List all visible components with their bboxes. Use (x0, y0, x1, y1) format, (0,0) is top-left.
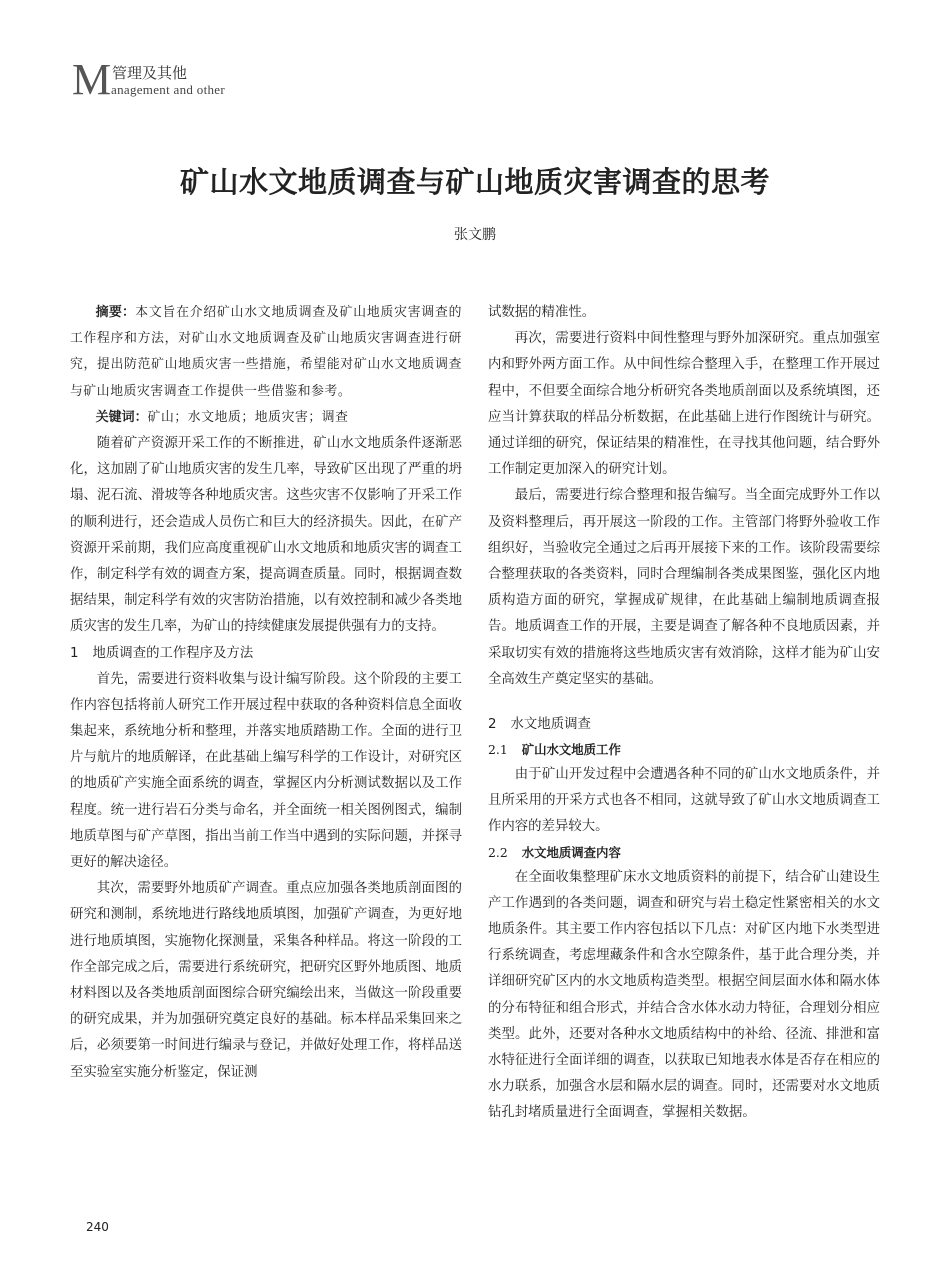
paragraph: 其次，需要野外地质矿产调查。重点应加强各类地质剖面图的研究和测制，系统地进行路线地质填图，加强矿产调查，为更好地进行地质填图，实施物化探测量，采集各种样品。将这一阶段的工作全部完成之后，需要进行系统研究，把研究区野外地质图、地质材料图以及各类地质剖面图综合研究编绘出来，当做这一阶段重要的研究成果，并为加强研究奠定良好的基础。标本样品采集回来之后，必须要第一时间进行编录与登记，并做好处理工作，将样品送至实验室实施分析鉴定，保证测 (70, 881, 462, 1080)
section-2-2-number: 2.2 (488, 844, 508, 860)
section-2-1-heading (488, 738, 880, 762)
paragraph-continued: 试数据的精准性。 (488, 305, 596, 320)
article-title: 矿山水文地质调查与矿山地质灾害调查的思考 (179, 165, 770, 199)
section-2-heading (488, 712, 880, 738)
paragraph: 在全面收集整理矿床水文地质资料的前提下，结合矿山建设生产工作遇到的各类问题，调查和研究与岩土稳定性紧密相关的水文地质条件。其主要工作内容包括以下几点：对矿区内地下水类型进行系统调查，考虑埋藏条件和含水空隙条件，基于此合理分类，并详细研究矿区内的水文地质构造类型。根据空间层面水体和隔水体的分布特征和组合形式，并结合含水体水动力特征，合理划分相应类型。此外，还要对各种水文地质结构中的补给、径流、排泄和富水特征进行全面详细的调查，以获取已知地表水体是否存在相应的水力联系，加强含水层和隔水层的调查。同时，还需要对水文地质钻孔封堵质量进行全面调查，掌握相关数据。 (488, 869, 880, 1121)
right-column (488, 300, 880, 1127)
section-title-cn: 管理及其他 (112, 64, 188, 82)
section-1-heading (70, 641, 462, 667)
section-1-title: 地质调查的工作程序及方法 (92, 645, 254, 661)
keywords-label: 关键词： (95, 409, 148, 425)
section-1-number: 1 (70, 645, 79, 661)
paragraph: 由于矿山开发过程中会遭遇各种不同的矿山水文地质条件，并且所采用的开采方式也各不相同，这就导致了矿山水文地质调查工作内容的差异较大。 (488, 767, 880, 835)
article-author: 张文鹏 (454, 227, 496, 243)
section-2-title: 水文地质调查 (510, 717, 591, 733)
left-column (70, 300, 462, 1086)
keywords-text: 矿山；水文地质；地质灾害；调查 (147, 409, 349, 425)
section-title-en: anagement and other (111, 82, 225, 97)
section-2-number: 2 (488, 717, 497, 733)
abstract (70, 300, 462, 405)
section-letter: M (72, 55, 112, 104)
section-2-2-heading (488, 841, 880, 865)
section-2-1-number: 2.1 (488, 742, 508, 758)
intro-paragraph: 随着矿产资源开采工作的不断推进，矿山水文地质条件逐渐恶化，这加剧了矿山地质灾害的发生几率，导致矿区出现了严重的坍塌、泥石流、滑坡等各种地质灾害。这些灾害不仅影响了开采工作的顺利进行，还会造成人员伤亡和巨大的经济损失。因此，在矿产资源开采前期，我们应高度重视矿山水文地质和地质灾害的调查工作，制定科学有效的调查方案，提高调查质量。同时，根据调查数据结果，制定科学有效的灾害防治措施，以有效控制和减少各类地质灾害的发生几率，为矿山的持续健康发展提供强有力的支持。 (70, 436, 462, 635)
page-number: 240 (86, 1220, 109, 1234)
paragraph: 最后，需要进行综合整理和报告编写。当全面完成野外工作以及资料整理后，再开展这一阶段的工作。主管部门将野外验收工作组织好，当验收完全通过之后再开展接下来的工作。该阶段需要综合整理获取的各类资料，同时合理编制各类成果图鉴，强化区内地质构造方面的研究，掌握成矿规律，在此基础上编制地质调查报告。地质调查工作的开展，主要是调查了解各种不良地质因素，并采取切实有效的措施将这些地质灾害有效消除，这样才能为矿山安全高效生产奠定坚实的基础。 (488, 488, 880, 687)
abstract-text: 本文旨在介绍矿山水文地质调查及矿山地质灾害调查的工作程序和方法，对矿山水文地质调查及矿山地质灾害调查进行研究，提出防范矿山地质灾害一些措施，希望能对矿山水文地质调查与矿山地质灾害调查工作提供一些借鉴和参考。 (70, 305, 462, 399)
paragraph: 首先，需要进行资料收集与设计编写阶段。这个阶段的主要工作内容包括将前人研究工作开展过程中获取的各种资料信息全面收集起来，系统地分析和整理，并落实地质踏勘工作。全面的进行卫片与航片的地质解译，在此基础上编写科学的工作设计，对研究区的地质矿产实施全面系统的调查，掌握区内分析测试数据以及工作程度。统一进行岩石分类与命名，并全面统一相关图例图式，编制地质草图与矿产草图，指出当前工作当中遇到的实际问题，并探寻更好的解决途径。 (70, 671, 462, 871)
section-2-2-title: 水文地质调查内容 (521, 844, 621, 860)
keywords (70, 405, 462, 431)
abstract-label: 摘要： (95, 305, 136, 320)
paragraph: 再次，需要进行资料中间性整理与野外加深研究。重点加强室内和野外两方面工作。从中间性综合整理入手，在整理工作开展过程中，不但要全面综合地分析研究各类地质剖面以及系统填图，还应当计算获取的样品分析数据，在此基础上进行作图统计与研究。通过详细的研究，保证结果的精准性，在寻找其他问题，结合野外工作制定更加深入的研究计划。 (488, 331, 880, 478)
section-2-1-title: 矿山水文地质工作 (521, 742, 621, 758)
